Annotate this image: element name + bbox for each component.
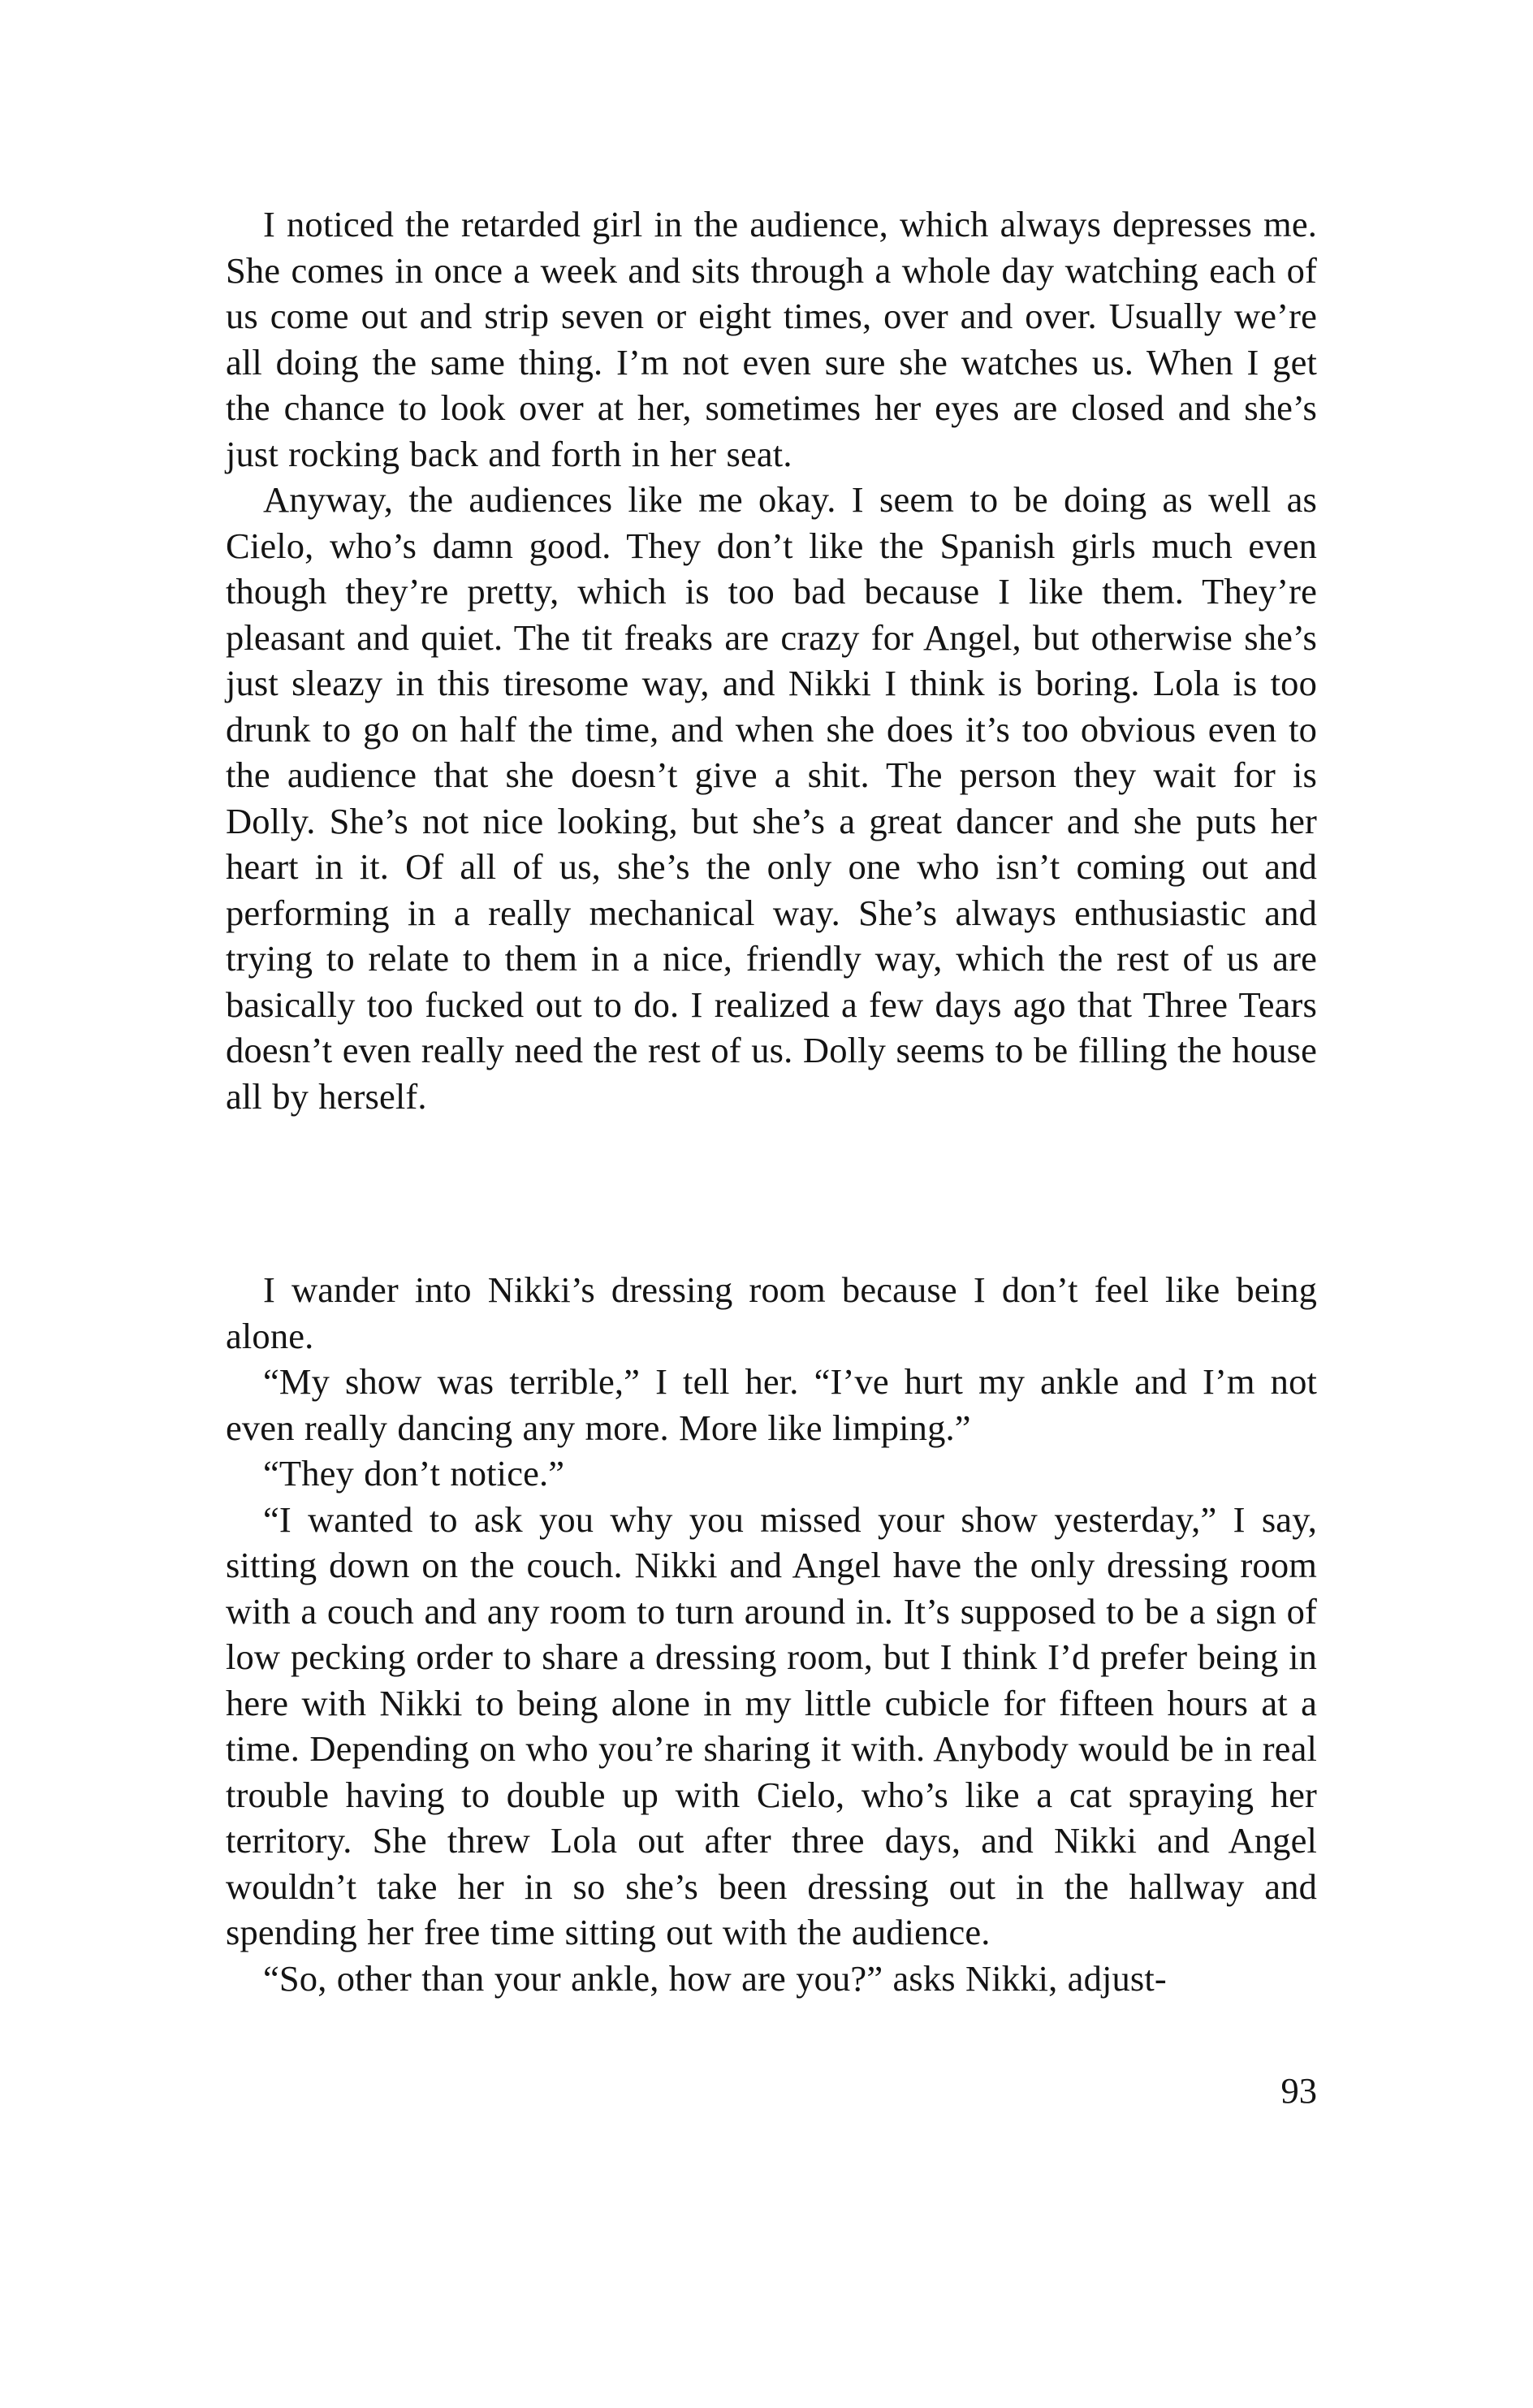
- paragraph: “They don’t notice.”: [263, 1453, 565, 1494]
- text-section-1: [226, 201, 1317, 1119]
- paragraph: “My show was terrible,” I tell her. “I’ve hurt my ankle and I’m not even really dancing any more. More like limping.”: [226, 1361, 1317, 1448]
- paragraph: I wander into Nikki’s dressing room because I don’t feel like being alone.: [226, 1269, 1317, 1356]
- text-section-2: [226, 1267, 1317, 2001]
- paragraph: I noticed the retarded girl in the audience, which always depresses me. She comes in once a week and sits through a whole day watching each of us come out and strip seven or eight times, over and over. Usually we’re all doing the same thing. I’m not even sure she watches us. When I get the chance to look over at her, sometimes her eyes are closed and she’s just rocking back and forth in her seat.: [226, 204, 1317, 474]
- paragraph: “So, other than your ankle, how are you?” asks Nikki, adjust-: [263, 1957, 1167, 1999]
- page-number: 93: [1280, 2070, 1317, 2111]
- paragraph: Anyway, the audiences like me okay. I seem to be doing as well as Cielo, who’s damn good. They don’t like the Spanish girls much even though they’re pretty, which is too bad because I like them. They’re pleasant and quiet. The tit freaks are crazy for Angel, but otherwise she’s just sleazy in this tiresome way, and Nikki I think is boring. Lola is too drunk to go on half the time, and when she does it’s too obvious even to the audience that she doesn’t give a shit. The person they wait for is Dolly. She’s not nice looking, but she’s a great dancer and she puts her heart in it. Of all of us, she’s the only one who isn’t coming out and performing in a really mechanical way. She’s always enthusiastic and trying to relate to them in a nice, friendly way, which the rest of us are basically too fucked out to do. I realized a few days ago that Three Tears doesn’t even really need the rest of us. Dolly seems to be filling the house all by herself.: [226, 479, 1317, 1117]
- paragraph: “I wanted to ask you why you missed your show yesterday,” I say, sitting down on the couch. Nikki and Angel have the only dressing room with a couch and any room to turn around in. It’s supposed to be a sign of low pecking order to share a dressing room, but I think I’d prefer being in here with Nikki to being alone in my little cubicle for fifteen hours at a time. Depending on who you’re sharing it with. Anybody would be in real trouble having to double up with Cielo, who’s like a cat spraying her territory. She threw Lola out after three days, and Nikki and Angel wouldn’t take her in so she’s been dressing out in the hallway and spending her free time sitting out with the audience.: [226, 1498, 1317, 1952]
